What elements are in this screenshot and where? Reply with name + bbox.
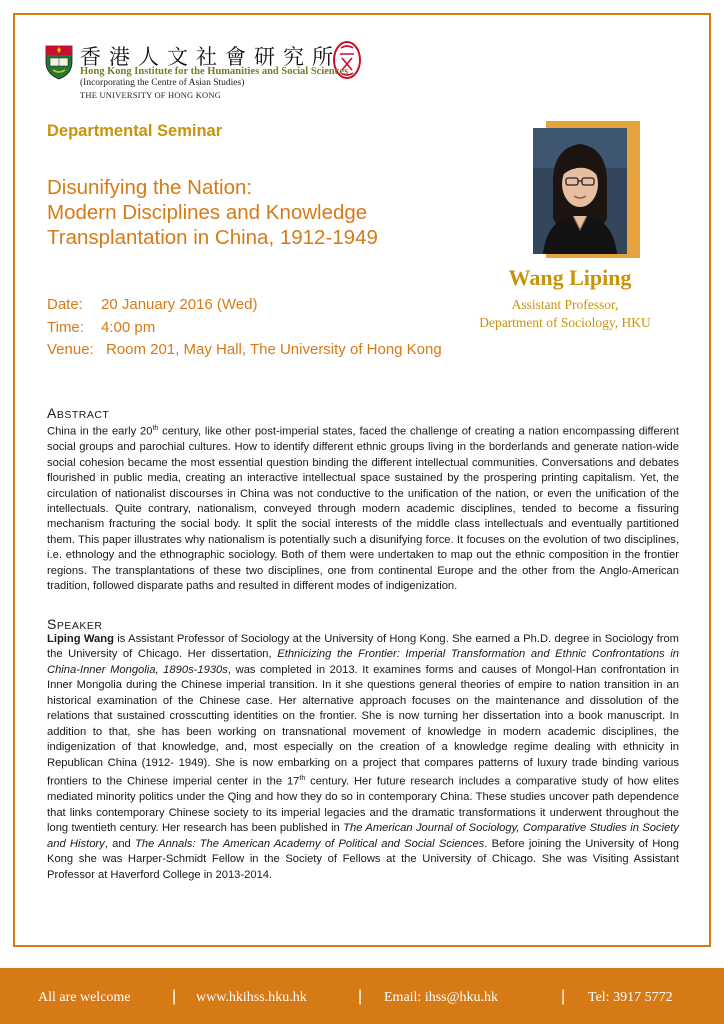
abstract-heading: ABSTRACT <box>47 405 110 421</box>
speaker-bio-name: Liping Wang <box>47 633 114 645</box>
footer-bar <box>0 968 724 1024</box>
title-line: Disunifying the Nation: <box>47 176 253 199</box>
abstract-text: China in the early 20th century, like other post-imperial states, faced the challenge of creating a nation encompassing different social groups and parochial cultures. How to identify different ethnic groups living in the borderlands and generate nation-wide social cohesion became the most essential question binding the different intellectual communities. Conversations and debates flourished in public media, creating an interactive intellectual space sustained by the prospering printing capitalism. Yet, the circulation of nationalist discourses in China was not conductive to the unification of the nation, or even the unification of the intellectuals. Quite contrary, nationalism, conveyed through modern academic disciplines, tended to become a fissuring mechanism fracturing the social body. It split the social interests of the middle class intellectuals and eventually partitioned them. This paper illustrates why nationalism is potentially such a disunifying force. It focuses on the evolution of two disciplines, i.e. ethnology and the ethnographic sociology. Both of them were undertaken to map out the ethnic composition in the frontier regions. The transplantations of these two disciplines, one from continental Europe and the other from the Anglo-American tradition, followed disparate paths and resulted in different modes of indigenization. <box>47 425 679 593</box>
date-label: Date: <box>47 296 83 313</box>
speaker-portrait-icon <box>533 128 627 254</box>
website-link[interactable]: www.hkihss.hku.hk <box>196 990 307 1005</box>
seminar-title <box>47 175 467 250</box>
speaker-role <box>450 296 680 332</box>
footer-separator: | <box>172 988 177 1005</box>
title-line: Modern Disciplines and Knowledge <box>47 201 368 224</box>
date-value: 20 January 2016 (Wed) <box>101 296 258 313</box>
seminar-type: Departmental Seminar <box>47 122 223 140</box>
venue-label: Venue: <box>47 341 94 358</box>
university-name: THE UNIVERSITY OF HONG KONG <box>80 90 222 100</box>
speaker-name: Wang Liping <box>508 265 632 290</box>
footer-separator: | <box>561 988 566 1005</box>
time-value: 4:00 pm <box>101 318 156 336</box>
date-row <box>47 294 442 317</box>
dissertation-title: Ethnicizing the Frontier: Imperial Transformation and Ethnic Confrontations in China-Inner Mongolia, 1890s-1930s <box>47 648 679 676</box>
phone-number: Tel: 3917 5772 <box>588 990 673 1005</box>
institute-incorporating-note: (Incorporating the Centre of Asian Studies) <box>80 78 245 88</box>
footer-separator: | <box>358 988 363 1005</box>
speaker-bio: Liping Wang is Assistant Professor of Sociology at the University of Hong Kong. She earned a Ph.D. degree in Sociology from the University of Chicago. Her dissertation, Ethnicizing the Frontier: Imperial Transformation and Ethnic Confrontations in China-Inner Mongolia, 1890s-1930s, was completed in 2013. It examines forms and causes of Mongol-Han confrontation in Inner Mongolia during the Chinese imperial transition. In it she questions general theories of empire to nation transition in an historical examination of the Chinese case. Her alternative approach focuses on the maintenance and dissolution of the relations that sustained crosscutting identities on the frontier. She is now turning her dissertation into a book manuscript. In addition to that, she has been working on transnational movement of knowledge in modern academic disciplines, the indigenization of that knowledge, and, most especially on the creation of a knowledge regime dealing with ethnicity in Republican China (1912- 1949). She is now embarking on a project that compares patterns of luxury trade binding various frontiers to the Chinese imperial center in the 17th century. Her future research includes a comparative study of how elites mediated minority politics under the Qing and how they do so in contemporary China. These studies uncover path dependence that links contemporary Chinese society to its imperial legacies and the dramatic transformations it underwent throughout the long twentieth century. Her research has been published in The American Journal of Sociology, Comparative Studies in Society and History, and The Annals: The American Academy of Political and Social Sciences. Before joining the University of Hong Kong she was Harper-Schmidt Fellow in the Society of Fellows at the University of Chicago. She was Visiting Assistant Professor at Haverford College in 2013-2014. <box>47 633 680 881</box>
speaker-heading: SPEAKER <box>47 616 103 632</box>
venue-value: Room 201, May Hall, The University of Hong Kong <box>106 341 442 358</box>
speaker-role-line: Department of Sociology, HKU <box>479 315 651 330</box>
event-details <box>47 294 442 362</box>
venue-row <box>47 339 442 362</box>
institute-english-name: Hong Kong Institute for the Humanities and Social Sciences <box>80 66 349 77</box>
time-label: Time: <box>47 318 84 336</box>
journal-name: The Annals: The American Academy of Political and Social Sciences <box>135 837 485 850</box>
email-link[interactable]: Email: ihss@hku.hk <box>384 990 499 1005</box>
time-row <box>47 317 442 340</box>
university-crest-icon <box>44 44 74 80</box>
title-line: Transplantation in China, 1912-1949 <box>47 226 378 249</box>
welcome-text: All are welcome <box>38 990 131 1005</box>
speaker-photo <box>533 128 627 254</box>
speaker-role-line: Assistant Professor, <box>511 297 619 312</box>
journal-names: The American Journal of Sociology, Comparative Studies in Society and History <box>47 822 680 850</box>
institute-chinese-name: 香港人文社會研究所 <box>80 45 341 69</box>
